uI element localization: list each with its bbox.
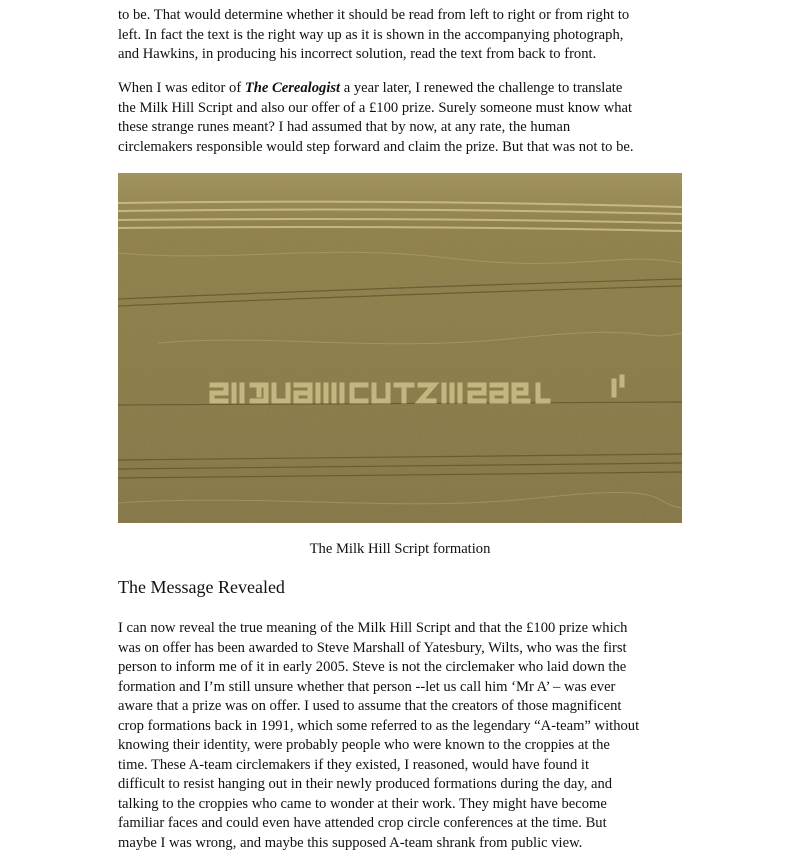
text-line: person to inform me of it in early 2005. Steve is not the circlemaker who laid down the [118, 658, 688, 678]
text-line: I can now reveal the true meaning of the Milk Hill Script and that the £100 prize which [118, 619, 688, 639]
text-line: to be. That would determine whether it should be read from left to right or from right to [118, 6, 688, 26]
text-line: and Hawkins, in producing his incorrect solution, read the text from back to front. [118, 45, 688, 65]
text-fragment: a year later, I renewed the challenge to translate [340, 80, 622, 96]
section-heading: The Message Revealed [118, 577, 285, 598]
text-fragment: When I was editor of [118, 80, 245, 96]
text-line: knowing their identity, were probably people who were known to the croppies at the [118, 736, 688, 756]
text-line [118, 79, 688, 99]
text-line: circlemakers responsible would step forward and claim the prize. But that was not to be. [118, 138, 688, 158]
text-line: the Milk Hill Script and also our offer of a £100 prize. Surely someone must know what [118, 99, 688, 119]
text-line: maybe I was wrong, and maybe this supposed A-team shrank from public view. [118, 834, 688, 853]
text-line: formation and I’m still unsure whether that person --let us call him ‘Mr A’ – was ever [118, 678, 688, 698]
aerial-field-image [118, 173, 682, 523]
text-line: difficult to resist hanging out in their newly produced formations during the day, and [118, 775, 688, 795]
photo-caption: The Milk Hill Script formation [118, 541, 682, 558]
text-line: left. In fact the text is the right way up as it is shown in the accompanying photograph, [118, 26, 688, 46]
text-line: familiar faces and could even have attended crop circle conferences at the time. But [118, 814, 688, 834]
paragraph-cerealogist [118, 79, 688, 157]
paragraph-message-revealed [118, 619, 688, 853]
text-line: talking to the croppies who came to wonder at their work. They might have become [118, 795, 688, 815]
magazine-title: The Cerealogist [245, 80, 340, 96]
paragraph-intro [118, 6, 688, 65]
text-line: aware that a prize was on offer. I used to assume that the creators of those magnificent [118, 697, 688, 717]
text-line: time. These A-team circlemakers if they existed, I reasoned, would have found it [118, 756, 688, 776]
crop-formation-photo [118, 173, 682, 523]
text-line: crop formations back in 1991, which some referred to as the legendary “A-team” without [118, 717, 688, 737]
text-line: was on offer has been awarded to Steve Marshall of Yatesbury, Wilts, who was the first [118, 639, 688, 659]
text-line: these strange runes meant? I had assumed that by now, at any rate, the human [118, 118, 688, 138]
